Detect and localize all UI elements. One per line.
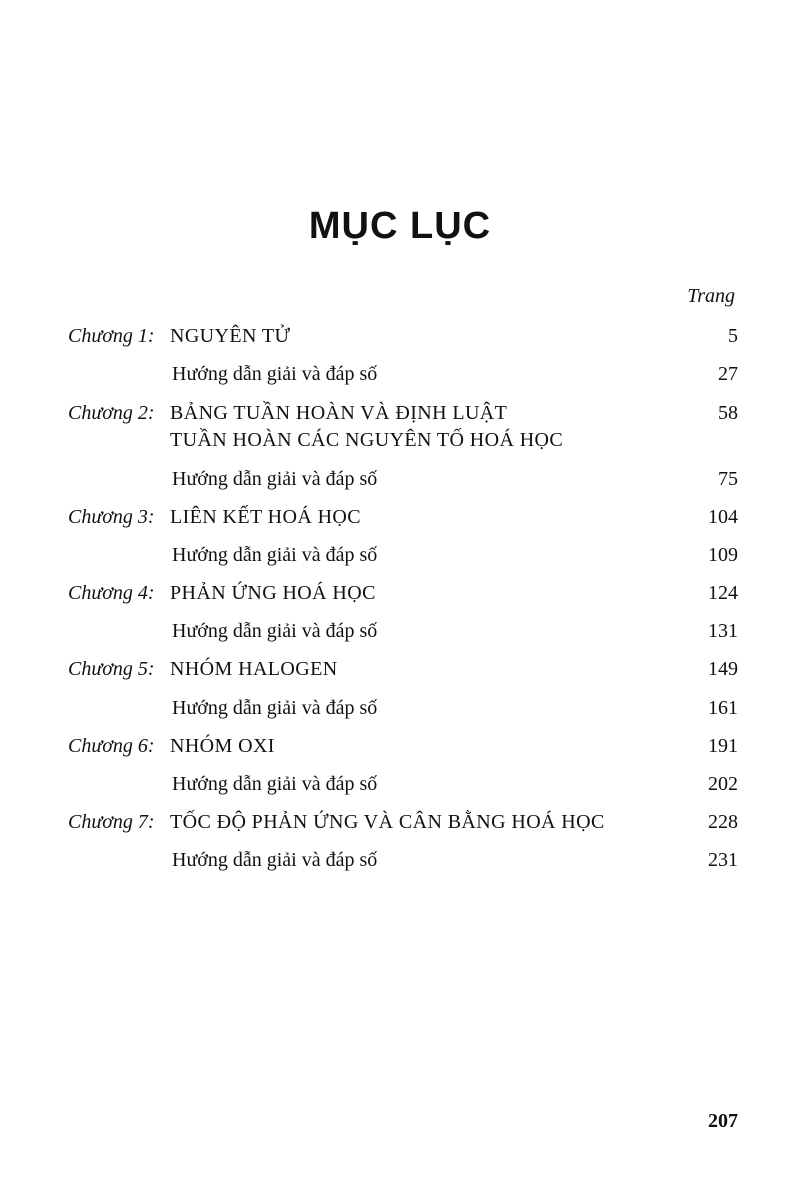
subsection-page: 161 [708,697,738,719]
chapter-page: 104 [708,506,738,528]
chapter-label: Chương 5: [68,658,155,680]
chapter-title: BẢNG TUẦN HOÀN VÀ ĐỊNH LUẬT [170,402,508,424]
chapter-label: Chương 6: [68,735,155,757]
chapter-page: 191 [708,735,738,757]
subsection-title: Hướng dẫn giải và đáp số [172,468,378,490]
chapter-label: Chương 4: [68,582,155,604]
chapter-label: Chương 7: [68,811,155,833]
chapter-label: Chương 3: [68,506,155,528]
chapter-page: 5 [728,325,738,347]
chapter-page: 149 [708,658,738,680]
chapter-page: 228 [708,811,738,833]
page-number: 207 [708,1110,738,1132]
subsection-title: Hướng dẫn giải và đáp số [172,697,378,719]
chapter-title: TỐC ĐỘ PHẢN ỨNG VÀ CÂN BẰNG HOÁ HỌC [170,811,605,833]
chapter-title-line2: TUẦN HOÀN CÁC NGUYÊN TỐ HOÁ HỌC [170,429,564,451]
subsection-page: 109 [708,544,738,566]
subsection-title: Hướng dẫn giải và đáp số [172,849,378,871]
chapter-label: Chương 1: [68,325,155,347]
subsection-page: 75 [718,468,738,490]
chapter-title: NGUYÊN TỬ [170,325,291,347]
subsection-page: 202 [708,773,738,795]
chapter-title: NHÓM HALOGEN [170,658,338,680]
page-title: MỤC LỤC [308,205,492,247]
chapter-page: 124 [708,582,738,604]
subsection-title: Hướng dẫn giải và đáp số [172,363,378,385]
chapter-page: 58 [718,402,738,424]
subsection-title: Hướng dẫn giải và đáp số [172,620,378,642]
chapter-title: PHẢN ỨNG HOÁ HỌC [170,582,376,604]
chapter-label: Chương 2: [68,402,155,424]
subsection-page: 27 [718,363,738,385]
subsection-page: 231 [708,849,738,871]
chapter-title: NHÓM OXI [170,735,275,757]
subsection-title: Hướng dẫn giải và đáp số [172,544,378,566]
chapter-title: LIÊN KẾT HOÁ HỌC [170,506,362,528]
subsection-title: Hướng dẫn giải và đáp số [172,773,378,795]
page-column-header: Trang [687,285,735,307]
subsection-page: 131 [708,620,738,642]
